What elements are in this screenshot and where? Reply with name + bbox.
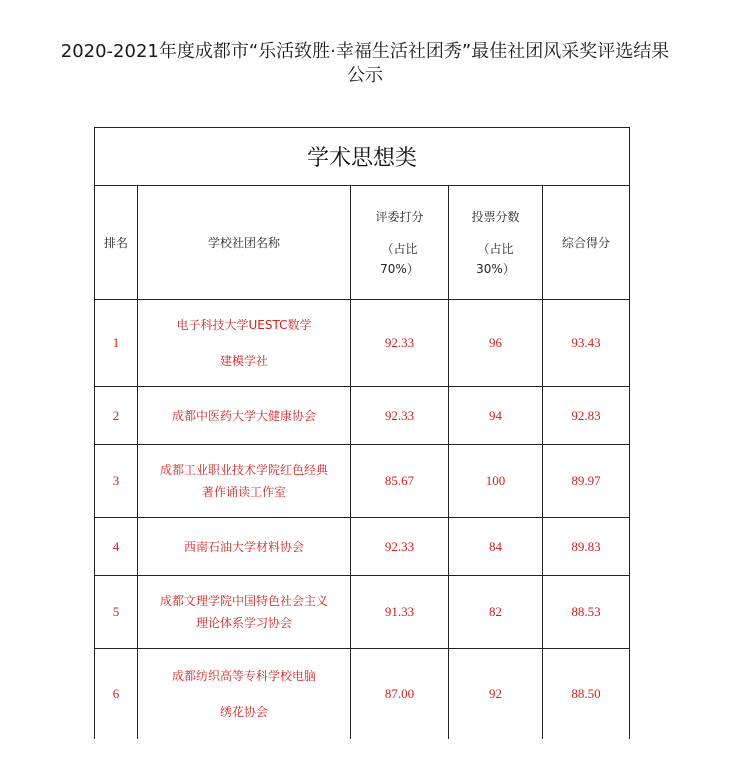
header-judge-percent: 70%） (380, 261, 419, 276)
table-row (95, 649, 630, 740)
club-name-cell (138, 445, 351, 518)
club-name-line: 建模学社 (219, 354, 268, 368)
vote-score-cell: 92 (449, 649, 543, 740)
total-score-cell: 88.53 (543, 576, 630, 649)
table-row (95, 576, 630, 649)
total-score-cell: 88.50 (543, 649, 630, 740)
table-row (95, 300, 630, 387)
judge-score-cell: 85.67 (351, 445, 449, 518)
club-name-line: 著作诵读工作室 (201, 485, 286, 499)
vote-score-cell: 82 (449, 576, 543, 649)
club-name-line: 成都纺织高等专科学校电脑 (171, 669, 316, 683)
header-vote-percent: 30%） (476, 261, 515, 276)
header-rank: 排名 (95, 186, 138, 300)
category-row (95, 128, 630, 186)
club-name-line: 电子科技大学UESTC数学 (176, 318, 312, 332)
judge-score-cell: 92.33 (351, 387, 449, 445)
club-name-line: 理论体系学习协会 (195, 616, 292, 630)
title-line-1: 2020-2021年度成都市“乐活致胜·幸福生活社团秀”最佳社团风采奖评选结果 (60, 41, 670, 62)
category-title: 学术思想类 (95, 128, 630, 186)
total-score-cell: 89.83 (543, 518, 630, 576)
vote-score-cell: 100 (449, 445, 543, 518)
total-score-cell: 93.43 (543, 300, 630, 387)
rank-cell: 5 (95, 576, 138, 649)
vote-score-cell: 96 (449, 300, 543, 387)
club-name-line: 西南石油大学材料协会 (183, 539, 304, 554)
header-vote-title: 投票分数 (471, 209, 520, 224)
header-vote (449, 186, 543, 300)
header-judge-ratio: （占比 (381, 241, 418, 256)
header-vote-ratio: （占比 (477, 241, 514, 256)
table-row (95, 387, 630, 445)
table-row (95, 445, 630, 518)
vote-score-cell: 84 (449, 518, 543, 576)
header-judge (351, 186, 449, 300)
club-name-cell (138, 649, 351, 740)
club-name-cell (138, 300, 351, 387)
judge-score-cell: 87.00 (351, 649, 449, 740)
page-title (0, 40, 730, 88)
title-line-2: 公示 (347, 65, 383, 86)
club-name-cell (138, 387, 351, 445)
club-name-cell (138, 518, 351, 576)
table-row (95, 518, 630, 576)
header-row (95, 186, 630, 300)
rank-cell: 3 (95, 445, 138, 518)
rank-cell: 6 (95, 649, 138, 740)
rank-cell: 1 (95, 300, 138, 387)
header-judge-title: 评委打分 (375, 209, 424, 224)
judge-score-cell: 92.33 (351, 300, 449, 387)
club-name-cell (138, 576, 351, 649)
vote-score-cell: 94 (449, 387, 543, 445)
club-name-line: 成都中医药大学大健康协会 (171, 408, 316, 423)
header-name: 学校社团名称 (138, 186, 351, 300)
header-total: 综合得分 (543, 186, 630, 300)
club-name-line: 成都文理学院中国特色社会主义 (159, 594, 328, 608)
total-score-cell: 89.97 (543, 445, 630, 518)
total-score-cell: 92.83 (543, 387, 630, 445)
rank-cell: 4 (95, 518, 138, 576)
club-name-line: 成都工业职业技术学院红色经典 (159, 463, 328, 477)
judge-score-cell: 91.33 (351, 576, 449, 649)
club-name-line: 绣花协会 (219, 705, 268, 719)
rank-cell: 2 (95, 387, 138, 445)
judge-score-cell: 92.33 (351, 518, 449, 576)
results-table (94, 127, 630, 739)
